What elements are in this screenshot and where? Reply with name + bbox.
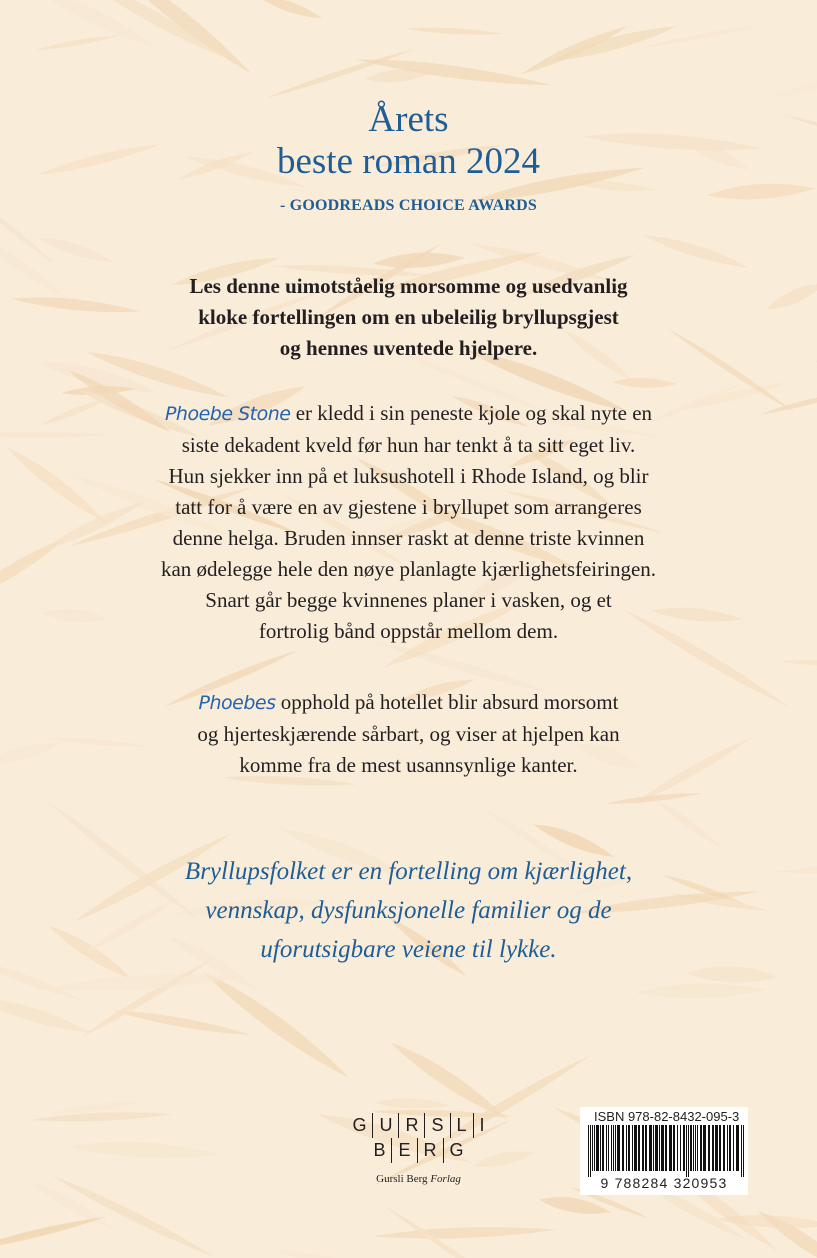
barcode-bar xyxy=(743,1125,744,1177)
publisher-forlag: Forlag xyxy=(430,1173,461,1185)
barcode-bar xyxy=(680,1125,681,1171)
barcode-bar xyxy=(613,1125,614,1171)
barcode-bar xyxy=(611,1125,612,1171)
feather-stroke xyxy=(641,24,756,49)
lead-line: og hennes uventede hjelpere. xyxy=(279,336,538,360)
feather-stroke xyxy=(652,794,725,853)
body-line xyxy=(0,687,817,719)
headline-line-1: Årets xyxy=(368,99,449,140)
lead-line: Les denne uimotståelig morsomme og usedvanlig xyxy=(189,274,628,298)
feather-stroke xyxy=(34,34,120,52)
barcode-bars xyxy=(584,1125,744,1177)
headline-line-2: beste roman 2024 xyxy=(276,141,541,182)
barcode-bar xyxy=(697,1125,698,1171)
tagline-line: vennskap, dysfunksjonelle familier og de xyxy=(205,897,612,924)
publisher-caption xyxy=(335,1173,502,1185)
synopsis-paragraph-2 xyxy=(0,687,817,781)
award-source: - GOODREADS CHOICE AWARDS xyxy=(279,197,538,214)
barcode-bar xyxy=(683,1125,685,1171)
body-line xyxy=(0,398,817,430)
body-line: og hjerteskjærende sårbart, og viser at hjelpen kan xyxy=(197,722,620,746)
body-line-text: er kledd i sin peneste kjole og skal nyte en xyxy=(290,401,653,425)
feather-stroke xyxy=(112,1004,251,1040)
barcode-bar xyxy=(615,1125,616,1171)
feather-stroke xyxy=(108,0,254,81)
barcode-bar xyxy=(628,1125,630,1171)
logo-letter: B xyxy=(373,1140,386,1160)
barcode-bar xyxy=(592,1125,593,1171)
lead-paragraph xyxy=(0,271,817,364)
logo-letter: R xyxy=(417,1138,443,1163)
barcode-bar xyxy=(622,1125,624,1171)
barcode-bar xyxy=(617,1125,620,1171)
lead-line: kloke fortellingen om en ubeleilig bryllupsgjest xyxy=(198,305,619,329)
body-line: tatt for å være en av gjestene i bryllupet som arrangeres xyxy=(175,495,642,519)
barcode-bar xyxy=(653,1125,654,1171)
logo-letter: S xyxy=(424,1113,449,1138)
body-line: siste dekadent kveld før hun har tenkt å ta sitt eget liv. xyxy=(181,433,636,457)
logo-letter: R xyxy=(398,1113,424,1138)
barcode-bar xyxy=(606,1125,607,1171)
feather-stroke xyxy=(373,252,465,268)
logo-row-bottom xyxy=(335,1138,502,1163)
body-line-text: opphold på hotellet blir absurd morsomt xyxy=(275,690,619,714)
body-line: fortrolig bånd oppstår mellom dem. xyxy=(258,619,559,643)
synopsis-paragraph-1 xyxy=(0,398,817,647)
barcode-bar xyxy=(719,1125,721,1171)
feather-stroke xyxy=(643,228,749,275)
barcode-bar xyxy=(634,1125,637,1171)
feather-stroke xyxy=(372,1226,556,1240)
barcode-bar xyxy=(655,1125,658,1171)
barcode-bar xyxy=(741,1125,742,1177)
barcode-bar xyxy=(673,1125,675,1171)
body-line: Snart går begge kvinnenes planer i vasken, og et xyxy=(205,588,612,612)
body-line: denne helga. Bruden innser raskt at denne triste kvinnen xyxy=(172,526,645,550)
barcode-bar xyxy=(727,1125,728,1171)
feather-stroke xyxy=(404,25,503,38)
logo-letter: G xyxy=(443,1138,470,1163)
feather-stroke xyxy=(769,63,817,101)
feather-stroke xyxy=(0,989,92,1041)
barcode-bar xyxy=(693,1125,694,1171)
barcode-bar xyxy=(590,1125,591,1177)
barcode-bar xyxy=(600,1125,601,1171)
barcode-bar xyxy=(715,1125,718,1171)
barcode-bar xyxy=(594,1125,595,1171)
barcode-bar xyxy=(665,1125,667,1171)
barcode-bar xyxy=(703,1125,706,1171)
logo-letter: G xyxy=(352,1115,367,1135)
logo-letter: U xyxy=(372,1113,398,1138)
publisher-logo xyxy=(335,1113,502,1195)
feather-stroke xyxy=(51,1170,217,1258)
isbn-barcode xyxy=(580,1107,748,1195)
barcode-bar xyxy=(729,1125,731,1171)
barcode-bar xyxy=(733,1125,734,1171)
tagline-line: uforutsigbare veiene til lykke. xyxy=(260,936,557,963)
feather-stroke xyxy=(256,0,323,25)
logo-letter: E xyxy=(391,1138,416,1163)
body-line: Hun sjekker inn på et luksushotell i Rhode Island, og blir xyxy=(168,464,649,488)
tagline-line: Bryllupsfolket er en fortelling om kjærlighet, xyxy=(184,858,633,885)
barcode-bar xyxy=(642,1125,644,1171)
logo-letter: L xyxy=(450,1113,473,1138)
barcode-bar xyxy=(649,1125,652,1171)
publisher-name: Gursli Berg xyxy=(376,1173,428,1185)
barcode-bar xyxy=(661,1125,664,1171)
barcode-bar xyxy=(695,1125,696,1171)
feather-stroke xyxy=(374,1096,450,1112)
barcode-bar xyxy=(659,1125,660,1171)
barcode-bar xyxy=(686,1125,687,1177)
barcode-bar xyxy=(626,1125,627,1171)
tagline xyxy=(0,852,817,969)
barcode-bar xyxy=(688,1125,689,1177)
barcode-bar xyxy=(596,1125,599,1171)
barcode-bar xyxy=(608,1125,609,1171)
feather-stroke xyxy=(68,1136,221,1164)
barcode-bar xyxy=(602,1125,604,1171)
feather-stroke xyxy=(612,375,677,390)
barcode-bar xyxy=(736,1125,739,1171)
barcode-digits: 9 788284 320953 xyxy=(600,1175,728,1191)
barcode-bar xyxy=(645,1125,647,1171)
feather-stroke xyxy=(636,982,767,1000)
feather-stroke xyxy=(36,230,114,269)
logo-row-top xyxy=(335,1113,502,1138)
feather-stroke xyxy=(779,657,817,669)
feather-stroke xyxy=(31,1111,174,1122)
feather-stroke xyxy=(756,1203,817,1258)
feather-stroke xyxy=(271,1242,443,1258)
handwritten-name: Phoebes xyxy=(198,692,276,714)
barcode-bar xyxy=(700,1125,702,1171)
barcode-bar xyxy=(723,1125,725,1171)
feather-stroke xyxy=(49,972,239,992)
barcode-bar xyxy=(632,1125,633,1171)
handwritten-name: Phoebe Stone xyxy=(164,403,291,425)
isbn-text: ISBN 978-82-8432-095-3 xyxy=(594,1109,740,1124)
logo-letter: I xyxy=(473,1113,491,1138)
body-line: kan ødelegge hele den nøye planlagte kjærlighetsfeiringen. xyxy=(160,557,657,581)
barcode-bar xyxy=(588,1125,589,1177)
barcode-bar xyxy=(638,1125,640,1171)
barcode-bar xyxy=(712,1125,714,1171)
barcode-bar xyxy=(690,1125,692,1171)
barcode-bar xyxy=(669,1125,672,1171)
feather-stroke xyxy=(201,963,353,1086)
barcode-bar xyxy=(677,1125,678,1171)
barcode-bar xyxy=(708,1125,710,1171)
body-line: komme fra de mest usannsynlige kanter. xyxy=(239,753,578,777)
feather-stroke xyxy=(0,1214,108,1254)
